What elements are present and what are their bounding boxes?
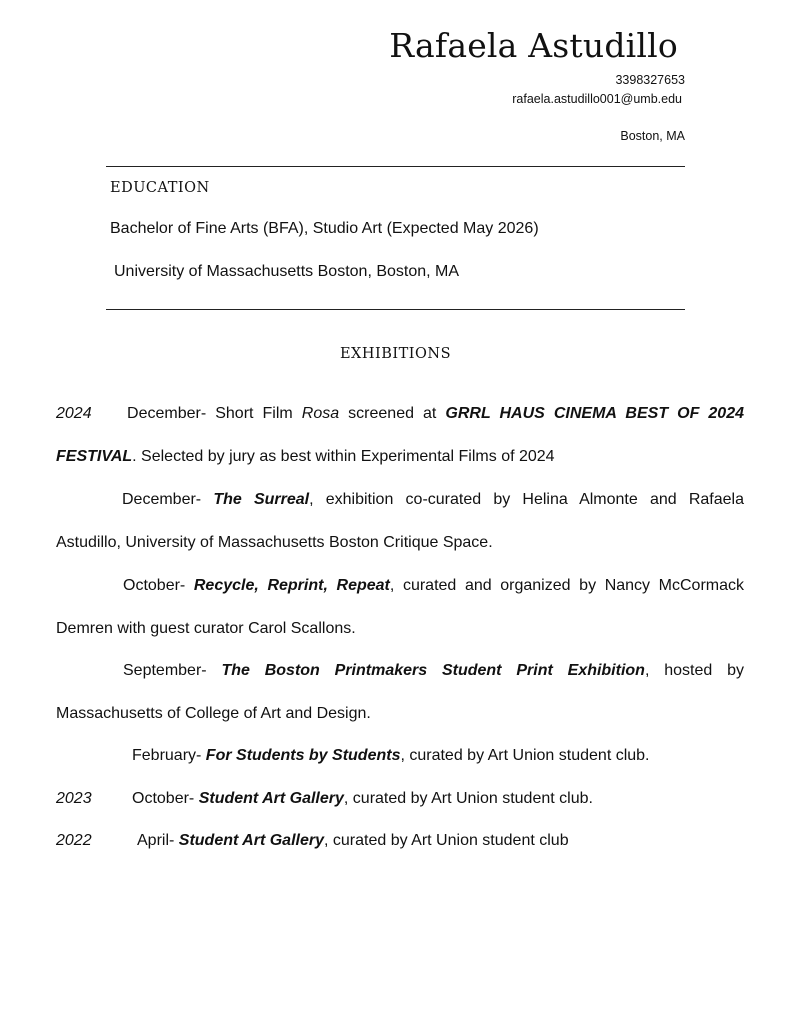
exhibition-title: Student Art Gallery <box>178 832 324 849</box>
exhibition-entry-line: December- The Surreal, exhibition co-curated by Helina Almonte and Rafaela <box>122 491 745 508</box>
exhibition-title: Recycle, Reprint, Repeat <box>193 577 390 594</box>
exhibition-entry-line: February- For Students by Students, curated by Art Union student club. <box>132 747 650 764</box>
exhibition-title: FESTIVAL <box>56 448 133 465</box>
exhibition-entry-line: Massachusetts of College of Art and Design. <box>56 705 371 722</box>
year-label: 2023 <box>56 790 92 807</box>
exhibition-entry-line: 2023 October- Student Art Gallery, curated by Art Union student club. <box>56 790 593 807</box>
education-heading: EDUCATION <box>110 180 210 196</box>
exhibition-entry-line: 2022 April- Student Art Gallery, curated by Art Union student club <box>56 832 569 849</box>
exhibition-title: Student Art Gallery <box>198 790 344 807</box>
education-degree: Bachelor of Fine Arts (BFA), Studio Art (Expected May 2026) <box>110 220 539 237</box>
resume-name: Rafaela Astudillo <box>389 26 678 65</box>
exhibition-title: The Boston Printmakers Student Print Exhibition <box>221 662 645 679</box>
exhibition-entry-line: Astudillo, University of Massachusetts Boston Critique Space. <box>56 534 493 551</box>
film-title: Rosa <box>301 405 340 422</box>
exhibition-entry-line: 2024 December- Short Film Rosa screened at GRRL HAUS CINEMA BEST OF 2024 <box>56 405 745 422</box>
exhibition-entry-line: Demren with guest curator Carol Scallons. <box>56 620 356 637</box>
exhibition-title: GRRL HAUS CINEMA BEST OF 2024 <box>445 405 745 422</box>
divider <box>106 166 685 167</box>
year-label: 2022 <box>56 832 92 849</box>
exhibition-title: The Surreal <box>213 491 310 508</box>
location: Boston, MA <box>620 129 685 143</box>
exhibition-entry-line: September- The Boston Printmakers Student Print Exhibition, hosted by <box>123 662 744 679</box>
email-address: rafaela.astudillo001@umb.edu <box>512 92 682 106</box>
divider <box>106 309 685 310</box>
exhibitions-heading: EXHIBITIONS <box>339 346 452 362</box>
phone-number: 3398327653 <box>615 73 685 87</box>
exhibition-entry-line: October- Recycle, Reprint, Repeat, curated and organized by Nancy McCormack <box>123 577 745 594</box>
education-school: University of Massachusetts Boston, Boston, MA <box>114 263 460 280</box>
exhibition-title: For Students by Students <box>205 747 401 764</box>
year-label: 2024 <box>56 405 92 422</box>
exhibition-entry-line: FESTIVAL. Selected by jury as best within Experimental Films of 2024 <box>56 448 555 465</box>
